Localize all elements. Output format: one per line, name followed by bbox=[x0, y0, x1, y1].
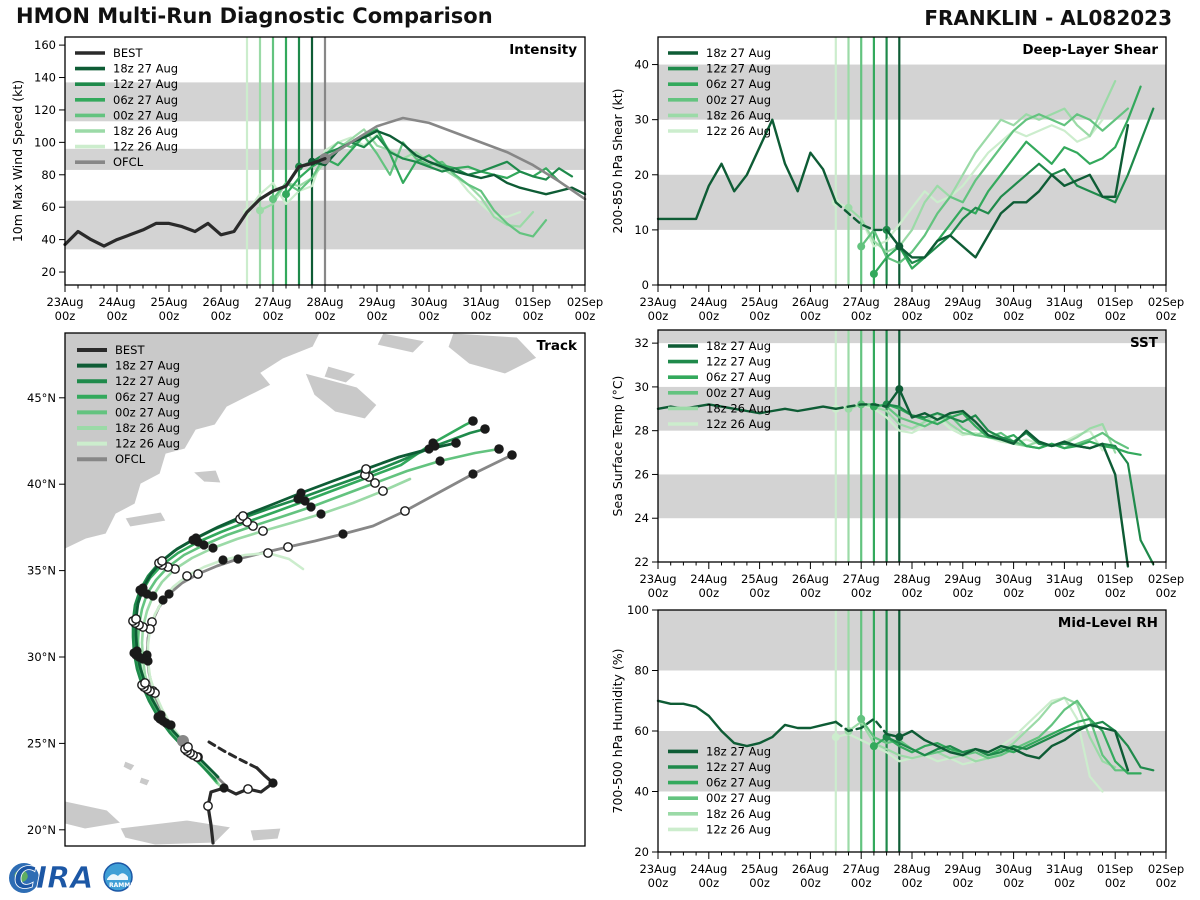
svg-text:25Aug: 25Aug bbox=[741, 295, 779, 309]
svg-text:31Aug: 31Aug bbox=[1045, 295, 1083, 309]
svg-text:12z 26 Aug: 12z 26 Aug bbox=[115, 436, 181, 451]
svg-text:00z: 00z bbox=[1054, 876, 1075, 890]
svg-text:30Aug: 30Aug bbox=[410, 295, 448, 309]
svg-text:00z: 00z bbox=[54, 309, 76, 323]
svg-text:24Aug: 24Aug bbox=[690, 295, 728, 309]
svg-text:00z: 00z bbox=[698, 586, 720, 600]
svg-text:45°N: 45°N bbox=[27, 390, 56, 405]
svg-text:06z 27 Aug: 06z 27 Aug bbox=[706, 77, 772, 92]
svg-text:00z: 00z bbox=[850, 586, 872, 600]
svg-text:18z 27 Aug: 18z 27 Aug bbox=[706, 339, 772, 353]
svg-text:00z: 00z bbox=[470, 309, 492, 323]
svg-text:02Sep: 02Sep bbox=[1147, 295, 1185, 309]
svg-text:700-500 hPa Humidity (%): 700-500 hPa Humidity (%) bbox=[610, 648, 625, 814]
svg-text:25°N: 25°N bbox=[27, 736, 56, 751]
svg-text:31Aug: 31Aug bbox=[1045, 862, 1083, 876]
svg-text:26Aug: 26Aug bbox=[791, 862, 829, 876]
rh-chart bbox=[608, 602, 1200, 900]
svg-text:00z: 00z bbox=[106, 309, 128, 323]
svg-text:12z 27 Aug: 12z 27 Aug bbox=[706, 61, 772, 76]
svg-text:00z: 00z bbox=[800, 586, 821, 600]
svg-text:30°N: 30°N bbox=[27, 650, 56, 664]
svg-text:23Aug: 23Aug bbox=[639, 295, 677, 309]
svg-text:30: 30 bbox=[634, 379, 649, 394]
svg-text:00z: 00z bbox=[1104, 309, 1126, 323]
svg-text:28Aug: 28Aug bbox=[893, 862, 931, 876]
svg-text:BEST: BEST bbox=[115, 343, 145, 357]
svg-text:35°N: 35°N bbox=[27, 563, 56, 578]
svg-text:02Sep: 02Sep bbox=[566, 295, 604, 309]
svg-text:23Aug: 23Aug bbox=[46, 295, 84, 309]
svg-text:00z: 00z bbox=[1003, 876, 1024, 890]
svg-text:26Aug: 26Aug bbox=[791, 572, 829, 586]
cira-rammb-logo bbox=[6, 852, 156, 898]
svg-text:0: 0 bbox=[641, 278, 649, 292]
track-map-panel bbox=[8, 325, 604, 853]
svg-text:00z: 00z bbox=[314, 309, 336, 323]
svg-text:29Aug: 29Aug bbox=[358, 295, 396, 309]
svg-text:29Aug: 29Aug bbox=[944, 572, 982, 586]
svg-text:18z 26 Aug: 18z 26 Aug bbox=[706, 401, 772, 416]
svg-text:32: 32 bbox=[634, 336, 649, 351]
svg-text:18z 26 Aug: 18z 26 Aug bbox=[706, 108, 772, 123]
svg-text:25Aug: 25Aug bbox=[741, 862, 779, 876]
storm-title: FRANKLIN - AL082023 bbox=[924, 6, 1172, 30]
svg-text:02Sep: 02Sep bbox=[1147, 862, 1185, 876]
rammb-wordmark: RAMMB bbox=[109, 882, 135, 889]
svg-text:02Sep: 02Sep bbox=[1147, 572, 1185, 586]
svg-text:60: 60 bbox=[41, 200, 56, 215]
svg-text:Track: Track bbox=[536, 338, 577, 354]
page-title: HMON Multi-Run Diagnostic Comparison bbox=[16, 4, 493, 28]
svg-text:28: 28 bbox=[634, 423, 649, 438]
svg-text:00z 27 Aug: 00z 27 Aug bbox=[706, 385, 772, 400]
svg-text:18z 27 Aug: 18z 27 Aug bbox=[706, 46, 772, 60]
svg-text:18z 26 Aug: 18z 26 Aug bbox=[115, 421, 181, 435]
svg-text:26Aug: 26Aug bbox=[202, 295, 240, 309]
svg-text:Intensity: Intensity bbox=[509, 42, 577, 58]
svg-text:00z: 00z bbox=[850, 876, 872, 890]
svg-text:24Aug: 24Aug bbox=[98, 295, 136, 309]
svg-text:27Aug: 27Aug bbox=[842, 295, 880, 309]
svg-text:00z: 00z bbox=[901, 586, 923, 600]
svg-text:00z: 00z bbox=[749, 309, 770, 323]
svg-text:10: 10 bbox=[634, 222, 649, 237]
svg-text:31Aug: 31Aug bbox=[462, 295, 500, 309]
svg-text:80: 80 bbox=[41, 167, 56, 182]
svg-text:00z: 00z bbox=[210, 309, 232, 323]
svg-text:00z: 00z bbox=[952, 309, 974, 323]
svg-text:00z: 00z bbox=[1155, 586, 1177, 600]
svg-text:00z 27 Aug: 00z 27 Aug bbox=[706, 92, 772, 107]
svg-text:06z 27 Aug: 06z 27 Aug bbox=[115, 389, 181, 404]
svg-text:25Aug: 25Aug bbox=[741, 572, 779, 586]
svg-text:BEST: BEST bbox=[113, 46, 143, 60]
svg-text:60: 60 bbox=[634, 724, 649, 738]
svg-text:20: 20 bbox=[41, 265, 56, 280]
svg-text:140: 140 bbox=[34, 70, 56, 85]
svg-text:22: 22 bbox=[634, 555, 649, 569]
intensity-panel bbox=[8, 30, 604, 326]
svg-text:00z: 00z bbox=[1003, 309, 1024, 323]
svg-text:28Aug: 28Aug bbox=[893, 295, 931, 309]
svg-text:29Aug: 29Aug bbox=[944, 862, 982, 876]
svg-text:24: 24 bbox=[634, 511, 649, 526]
svg-text:24Aug: 24Aug bbox=[690, 572, 728, 586]
svg-text:12z 26 Aug: 12z 26 Aug bbox=[706, 822, 772, 837]
svg-text:27Aug: 27Aug bbox=[842, 862, 880, 876]
svg-text:00z: 00z bbox=[952, 876, 974, 890]
svg-text:80: 80 bbox=[634, 663, 649, 678]
svg-text:01Sep: 01Sep bbox=[514, 295, 552, 309]
svg-text:30Aug: 30Aug bbox=[995, 862, 1033, 876]
svg-text:30Aug: 30Aug bbox=[995, 572, 1033, 586]
svg-text:18z 27 Aug: 18z 27 Aug bbox=[706, 744, 772, 759]
svg-text:00z: 00z bbox=[749, 876, 770, 890]
shear-panel bbox=[608, 30, 1200, 326]
svg-text:23Aug: 23Aug bbox=[639, 572, 677, 586]
svg-text:SST: SST bbox=[1129, 335, 1158, 351]
svg-text:00z: 00z bbox=[1104, 586, 1126, 600]
svg-text:00z 27 Aug: 00z 27 Aug bbox=[115, 405, 181, 420]
svg-text:26Aug: 26Aug bbox=[791, 295, 829, 309]
svg-text:00z: 00z bbox=[698, 309, 720, 323]
svg-text:00z: 00z bbox=[1054, 309, 1075, 323]
svg-text:01Sep: 01Sep bbox=[1097, 862, 1134, 876]
svg-text:00z: 00z bbox=[901, 876, 923, 890]
svg-text:00z: 00z bbox=[574, 309, 596, 323]
svg-text:01Sep: 01Sep bbox=[1097, 295, 1134, 309]
svg-text:00z: 00z bbox=[647, 309, 669, 323]
svg-text:Sea Surface Temp (°C): Sea Surface Temp (°C) bbox=[610, 375, 625, 517]
svg-text:00z: 00z bbox=[158, 309, 180, 323]
svg-text:00z: 00z bbox=[1104, 876, 1126, 890]
svg-text:00z: 00z bbox=[647, 586, 669, 600]
svg-text:18z 27 Aug: 18z 27 Aug bbox=[115, 358, 181, 373]
svg-text:06z 27 Aug: 06z 27 Aug bbox=[706, 370, 772, 385]
sst-panel bbox=[608, 322, 1200, 608]
svg-text:12z 27 Aug: 12z 27 Aug bbox=[115, 374, 181, 389]
svg-text:06z 27 Aug: 06z 27 Aug bbox=[113, 92, 179, 107]
svg-text:00z: 00z bbox=[1003, 586, 1024, 600]
svg-text:01Sep: 01Sep bbox=[1097, 572, 1134, 586]
svg-text:00z: 00z bbox=[698, 876, 720, 890]
svg-text:26: 26 bbox=[634, 467, 649, 482]
svg-text:25Aug: 25Aug bbox=[150, 295, 188, 309]
svg-text:18z 27 Aug: 18z 27 Aug bbox=[113, 61, 179, 76]
track-chart bbox=[8, 325, 604, 853]
sst-chart bbox=[608, 322, 1200, 608]
svg-text:00z: 00z bbox=[952, 586, 974, 600]
svg-text:120: 120 bbox=[34, 102, 56, 117]
svg-text:Mid-Level RH: Mid-Level RH bbox=[1057, 615, 1158, 631]
svg-text:23Aug: 23Aug bbox=[639, 862, 677, 876]
svg-text:200-850 hPa Shear (kt): 200-850 hPa Shear (kt) bbox=[610, 88, 625, 234]
svg-text:00z: 00z bbox=[850, 309, 872, 323]
svg-text:00z: 00z bbox=[522, 309, 544, 323]
svg-text:31Aug: 31Aug bbox=[1045, 572, 1083, 586]
svg-text:06z 27 Aug: 06z 27 Aug bbox=[706, 775, 772, 790]
svg-text:12z 27 Aug: 12z 27 Aug bbox=[706, 760, 772, 774]
svg-text:12z 27 Aug: 12z 27 Aug bbox=[113, 77, 179, 92]
svg-text:28Aug: 28Aug bbox=[306, 295, 344, 309]
svg-text:30: 30 bbox=[634, 112, 649, 127]
svg-text:12z 27 Aug: 12z 27 Aug bbox=[706, 354, 772, 369]
svg-text:00z 27 Aug: 00z 27 Aug bbox=[706, 791, 772, 806]
svg-text:12z 26 Aug: 12z 26 Aug bbox=[706, 417, 772, 431]
svg-text:00z: 00z bbox=[749, 586, 770, 600]
svg-text:12z 26 Aug: 12z 26 Aug bbox=[113, 139, 179, 154]
svg-text:40: 40 bbox=[634, 784, 649, 799]
svg-text:20: 20 bbox=[634, 845, 649, 859]
svg-text:30Aug: 30Aug bbox=[995, 295, 1033, 309]
svg-text:100: 100 bbox=[34, 135, 56, 150]
svg-text:00z: 00z bbox=[418, 309, 440, 323]
svg-text:10m Max Wind Speed (kt): 10m Max Wind Speed (kt) bbox=[10, 79, 25, 243]
svg-text:00z: 00z bbox=[1054, 586, 1075, 600]
svg-text:Deep-Layer Shear: Deep-Layer Shear bbox=[1022, 42, 1158, 58]
cira-wordmark: CIRA bbox=[14, 861, 94, 896]
svg-text:00z: 00z bbox=[800, 309, 821, 323]
svg-text:29Aug: 29Aug bbox=[944, 295, 982, 309]
svg-text:20: 20 bbox=[634, 167, 649, 182]
svg-text:OFCL: OFCL bbox=[113, 155, 144, 170]
svg-text:27Aug: 27Aug bbox=[842, 572, 880, 586]
svg-text:18z 26 Aug: 18z 26 Aug bbox=[113, 124, 179, 138]
svg-text:00z 27 Aug: 00z 27 Aug bbox=[113, 108, 179, 123]
svg-text:24Aug: 24Aug bbox=[690, 862, 728, 876]
svg-text:40: 40 bbox=[41, 232, 56, 247]
svg-text:28Aug: 28Aug bbox=[893, 572, 931, 586]
svg-text:18z 26 Aug: 18z 26 Aug bbox=[706, 806, 772, 821]
svg-text:00z: 00z bbox=[262, 309, 284, 323]
svg-text:00z: 00z bbox=[901, 309, 923, 323]
intensity-chart bbox=[8, 30, 604, 326]
svg-text:00z: 00z bbox=[366, 309, 388, 323]
svg-text:160: 160 bbox=[34, 38, 56, 53]
svg-text:00z: 00z bbox=[1155, 876, 1177, 890]
svg-text:40°N: 40°N bbox=[27, 477, 56, 492]
svg-text:40: 40 bbox=[634, 57, 649, 72]
svg-text:12z 26 Aug: 12z 26 Aug bbox=[706, 124, 772, 138]
svg-text:00z: 00z bbox=[1155, 309, 1177, 323]
svg-text:20°N: 20°N bbox=[27, 822, 56, 837]
svg-text:00z: 00z bbox=[800, 876, 821, 890]
rh-panel bbox=[608, 602, 1200, 900]
svg-text:100: 100 bbox=[627, 603, 649, 617]
shear-chart bbox=[608, 30, 1200, 326]
svg-text:00z: 00z bbox=[647, 876, 669, 890]
svg-text:OFCL: OFCL bbox=[115, 452, 146, 467]
svg-text:27Aug: 27Aug bbox=[254, 295, 292, 309]
